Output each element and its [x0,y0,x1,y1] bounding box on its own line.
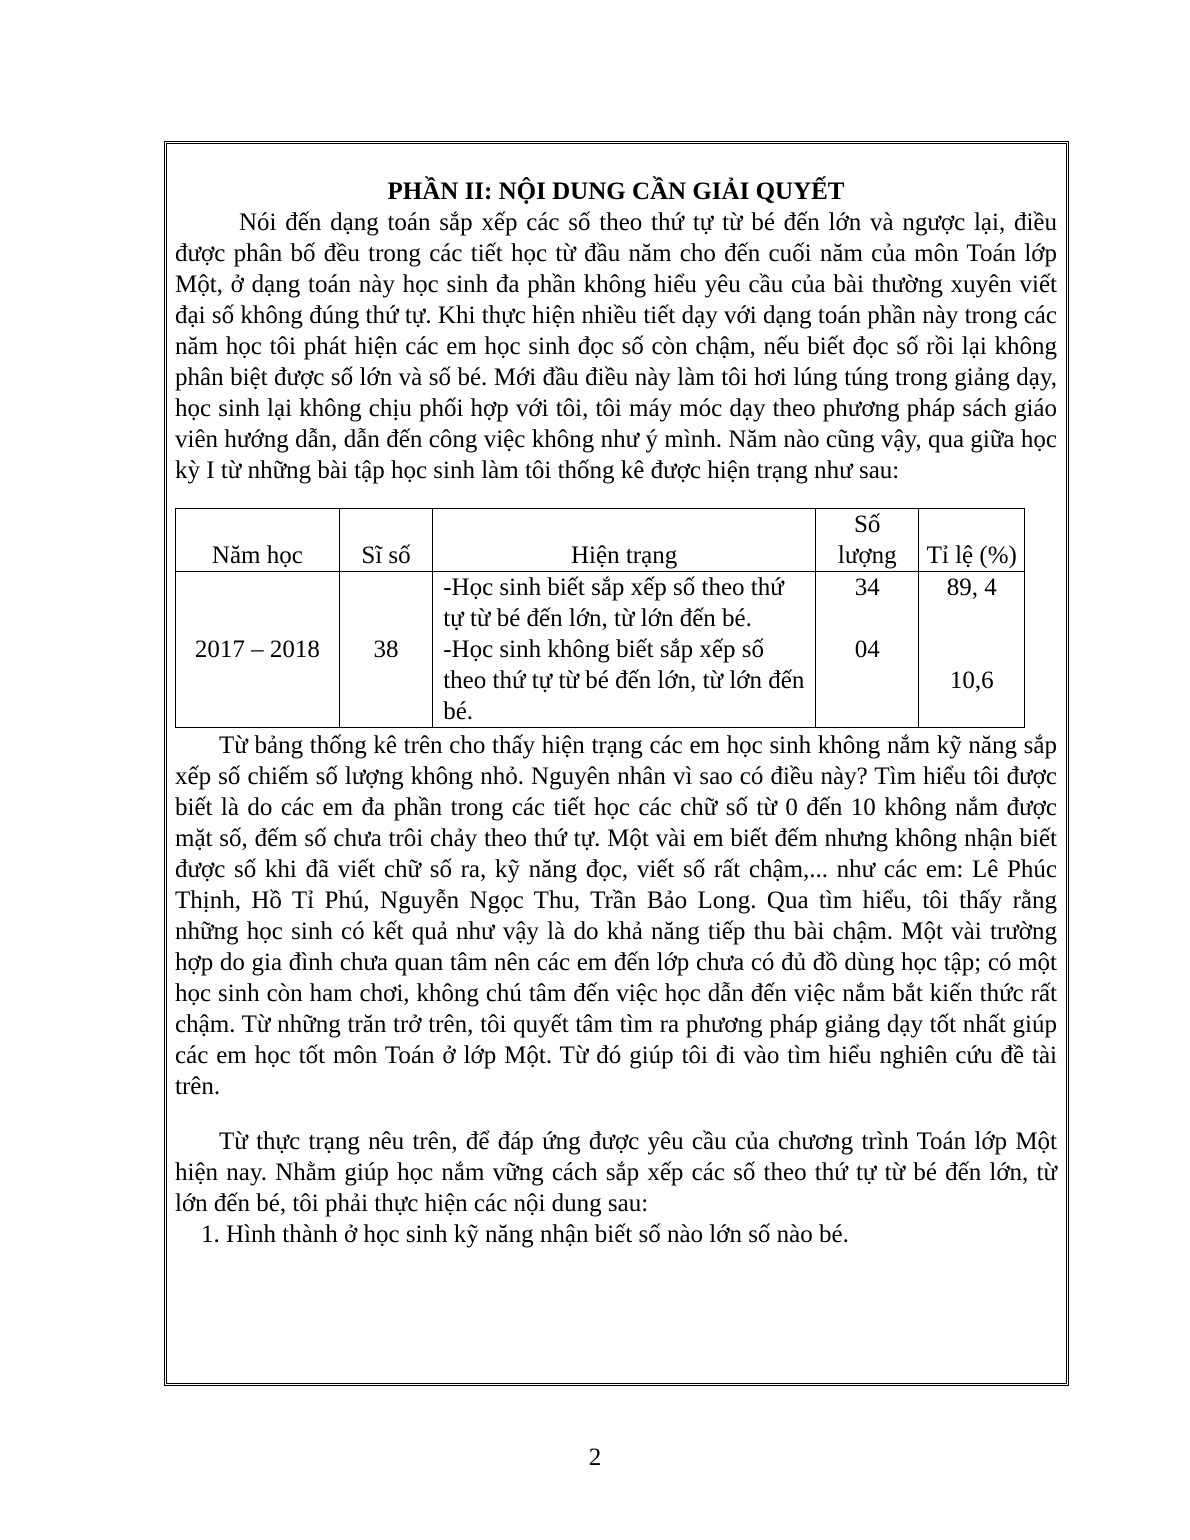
quantity-2: 04 [854,636,880,663]
rate-1: 89, 4 [946,574,997,601]
analysis-paragraph: Từ bảng thống kê trên cho thấy hiện trạng các em học sinh không nắm kỹ năng sắp xếp số chiếm số lượng không nhỏ. Nguyên nhân vì sao có điều này? Tìm hiểu tôi được biết là do các em đa phần trong các tiết học các chữ số từ 0 đến 10 không nắm được mặt số, đếm số chưa trôi chảy theo thứ tự. Một vài em biết đếm nhưng không nhận biết được số khi đã viết chữ số ra, kỹ năng đọc, viết số rất chậm,... như các em: Lê Phúc Thịnh, Hồ Tỉ Phú, Nguyễn Ngọc Thu, Trần Bảo Long. Qua tìm hiểu, tôi thấy rằng những học sinh có kết quả như vậy là do khả năng tiếp thu bài chậm. Một vài trường hợp do gia đình chưa quan tâm nên các em đến lớp chưa có đủ đồ dùng học tập; có một học sinh còn ham chơi, không chú tâm đến việc học dẫn đến việc nắm bắt kiến thức rất chậm. Từ những trăn trở trên, tôi quyết tâm tìm ra phương pháp giảng dạy tốt nhất giúp các em học tốt môn Toán ở lớp Một. Từ đó giúp tôi đi vào tìm hiểu nghiên cứu đề tài trên. [175,732,1057,1100]
header-year: Năm học [176,509,340,572]
solution-paragraph: Từ thực trạng nêu trên, để đáp ứng được yêu cầu của chương trình Toán lớp Một hiện nay. Nhằm giúp học nắm vững cách sắp xếp các số theo thứ tự từ bé đến lớn, từ lớn đến bé, tôi phải thực hiện các nội dung sau: [175,1128,1057,1217]
cell-total: 38 [339,572,432,728]
status-table [175,508,1025,728]
cell-status [433,572,816,728]
cell-year: 2017 – 2018 [176,572,340,728]
page-number: 2 [588,1444,602,1471]
header-rate: Tỉ lệ (%) [919,509,1025,572]
quantity-1: 34 [854,574,880,601]
intro-paragraph: Nói đến dạng toán sắp xếp các số theo thứ tự từ bé đến lớn và ngược lại, điều được phân bố đều trong các tiết học từ đầu năm cho đến cuối năm của môn Toán lớp Một, ở dạng toán này học sinh đa phần không hiểu yêu cầu của bài thường xuyên viết đại số không đúng thứ tự. Khi thực hiện nhiều tiết dạy với dạng toán phần này trong các năm học tôi phát hiện các em học sinh đọc số còn chậm, nếu biết đọc số rồi lại không phân biệt được số lớn và số bé. Mới đầu điều này làm tôi hơi lúng túng trong giảng dạy, học sinh lại không chịu phối hợp với tôi, tôi máy móc dạy theo phương pháp sách giáo viên hướng dẫn, dẫn đến công việc không như ý mình. Năm nào cũng vậy, qua giữa học kỳ I từ những bài tập học sinh làm tôi thống kê được hiện trạng như sau: [175,209,1057,484]
list-item: 1. Hình thành ở học sinh kỹ năng nhận biết số nào lớn số nào bé. [201,1221,849,1248]
status-line-1: -Học sinh biết sắp xếp số theo thứ tự từ bé đến lớn, từ lớn đến bé. [443,574,784,632]
table-header-row [176,509,1025,572]
table-row [176,572,1025,728]
rate-2: 10,6 [949,667,994,694]
header-total: Sĩ số [339,509,432,572]
cell-rate [919,572,1025,728]
status-line-2: -Học sinh không biết sắp xếp số theo thứ tự từ bé đến lớn, từ lớn đến bé. [443,636,805,725]
cell-quantity [816,572,919,728]
section-heading: PHẦN II: NỘI DUNG CẦN GIẢI QUYẾT [387,178,845,205]
document-body [175,170,1057,1250]
header-quantity: Số lượng [816,509,919,572]
header-status: Hiện trạng [433,509,816,572]
